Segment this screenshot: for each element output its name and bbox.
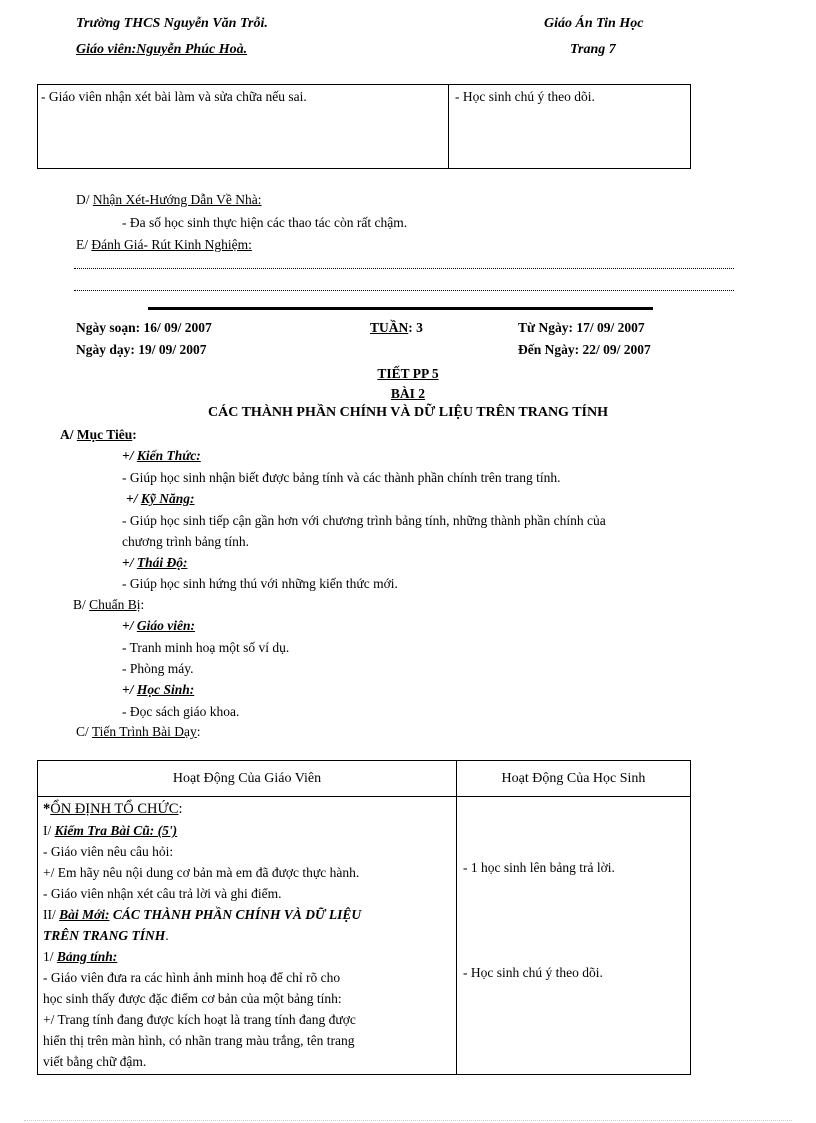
bt-title: Bảng tính: — [56, 949, 118, 964]
tuan-label: TUẦN — [370, 320, 409, 335]
ngay-soan: Ngày soạn: 16/ 09/ 2007 — [76, 320, 212, 335]
bm-text-1: CÁC THÀNH PHẦN CHÍNH VÀ DỮ LIỆU — [109, 907, 362, 922]
page-number: Trang 7 — [570, 42, 616, 57]
kien-thuc-heading — [122, 448, 201, 464]
on-dinh-star: * — [43, 801, 51, 817]
teacher-line-7: hiển thị trên màn hình, có nhãn trang màu trắng, tên trang — [43, 1033, 355, 1048]
section-e-heading — [76, 237, 252, 253]
teacher-line-2: +/ Em hãy nêu nội dung cơ bản mà em đã được thực hành. — [43, 865, 360, 880]
main-activity-table — [37, 760, 691, 1075]
hoc-sinh-heading — [122, 682, 194, 698]
section-a-heading — [60, 427, 137, 443]
td-prefix: +/ — [122, 555, 137, 570]
td-title: Thái Độ: — [136, 555, 188, 570]
bai-moi-line-1 — [43, 904, 456, 925]
section-c-heading — [76, 724, 201, 740]
header-teacher-cell — [38, 761, 457, 797]
top-student-cell — [449, 85, 691, 169]
tuan — [370, 320, 423, 336]
student-line-2: - Học sinh chú ý theo dõi. — [463, 965, 603, 980]
teacher-line-4: - Giáo viên đưa ra các hình ảnh minh hoạ để chỉ rõ cho — [43, 970, 341, 985]
kien-thuc-line: - Giúp học sinh nhận biết được bảng tính và các thành phần chính trên trang tính. — [122, 470, 561, 485]
ky-nang-heading — [126, 491, 194, 507]
section-e-prefix: E/ — [76, 237, 92, 252]
header-teacher-text: Hoạt Động Của Giáo Viên — [172, 770, 322, 786]
teacher-line-1: - Giáo viên nêu câu hỏi: — [43, 844, 174, 859]
footer-rule — [24, 1120, 792, 1121]
top-student-text: - Học sinh chú ý theo dõi. — [455, 89, 595, 104]
kt-title: Kiến Thức: — [136, 448, 201, 463]
student-activity-cell — [457, 797, 691, 1075]
top-activity-table — [37, 84, 691, 169]
gv-prefix: +/ — [122, 618, 137, 633]
ky-nang-line-2: chương trình bảng tính. — [122, 534, 249, 549]
teacher-line-6: +/ Trang tính đang được kích hoạt là trang tính đang được — [43, 1012, 356, 1027]
kn-prefix: +/ — [126, 491, 141, 506]
teacher-line-5: học sinh thấy được đặc điểm cơ bản của một bảng tính: — [43, 991, 342, 1006]
hs-title: Học Sinh: — [136, 682, 195, 697]
section-a-colon: : — [132, 427, 137, 442]
section-b-prefix: B/ — [73, 597, 90, 612]
student-line-1: - 1 học sinh lên bảng trả lời. — [463, 860, 615, 875]
bm-text-2: TRÊN TRANG TÍNH — [43, 928, 166, 943]
on-dinh-text: ỔN ĐỊNH TỔ CHỨC — [50, 801, 179, 817]
teacher-line-3: - Giáo viên nhận xét câu trả lời và ghi điểm. — [43, 886, 282, 901]
section-c-prefix: C/ — [76, 724, 92, 739]
ktbc-title: Kiểm Tra Bài Cũ: (5') — [54, 823, 178, 838]
ngay-day: Ngày dạy: 19/ 09/ 2007 — [76, 342, 207, 357]
bt-prefix: 1/ — [43, 949, 57, 964]
dotted-line-2 — [74, 290, 734, 291]
ky-nang-line-1: - Giúp học sinh tiếp cận gần hơn với chương trình bảng tính, những thành phần chính của — [122, 513, 606, 528]
kn-title: Kỹ Năng: — [140, 491, 195, 506]
subject-title: Giáo Án Tin Học — [544, 16, 644, 31]
den-ngay: Đến Ngày: 22/ 09/ 2007 — [518, 342, 651, 357]
section-a-prefix: A/ — [60, 427, 77, 442]
teacher-line-8: viết bằng chữ đậm. — [43, 1054, 147, 1069]
bai-moi-line-2 — [43, 925, 456, 946]
hs-prefix: +/ — [122, 682, 137, 697]
tuan-number: : 3 — [408, 320, 423, 335]
tiet-title: TIẾT PP 5 — [377, 366, 439, 381]
lesson-title: CÁC THÀNH PHẦN CHÍNH VÀ DỮ LIỆU TRÊN TRANG TÍNH — [208, 405, 608, 420]
ktbc-line — [43, 820, 456, 841]
section-c-colon: : — [196, 724, 201, 739]
section-b-colon: : — [140, 597, 145, 612]
gv-title: Giáo viên: — [136, 618, 195, 633]
dotted-line-1 — [74, 268, 734, 269]
bang-tinh-line — [43, 946, 456, 967]
section-d-prefix: D/ — [76, 192, 93, 207]
bm-title: Bài Mới: — [59, 907, 110, 922]
section-b-title: Chuẩn Bị — [89, 597, 141, 612]
section-c-title: Tiến Trình Bài Dạy — [91, 724, 197, 739]
header-student-text: Hoạt Động Của Học Sinh — [501, 770, 646, 786]
section-b-heading — [73, 597, 144, 613]
top-teacher-cell — [38, 85, 449, 169]
thai-do-heading — [122, 555, 187, 571]
header-student-cell — [457, 761, 691, 797]
top-teacher-text: - Giáo viên nhận xét bài làm và sửa chữa nếu sai. — [41, 89, 307, 104]
section-d-heading — [76, 192, 262, 208]
teacher-activity-cell — [38, 797, 457, 1075]
section-d-title: Nhận Xét-Hướng Dẫn Về Nhà: — [92, 192, 262, 207]
school-name: Trường THCS Nguyễn Văn Trỗi. — [76, 16, 268, 31]
section-d-line: - Đa số học sinh thực hiện các thao tác còn rất chậm. — [122, 215, 408, 230]
on-dinh-line — [43, 799, 456, 820]
teacher-name: Giáo viên:Nguyễn Phúc Hoà. — [76, 42, 248, 57]
bm-dot: . — [165, 928, 169, 943]
tu-ngay: Từ Ngày: 17/ 09/ 2007 — [518, 320, 645, 335]
bai-title: BÀI 2 — [390, 386, 426, 401]
section-a-title: Mục Tiêu — [76, 427, 133, 442]
on-dinh-colon: : — [178, 801, 183, 817]
kt-prefix: +/ — [122, 448, 137, 463]
thai-do-line: - Giúp học sinh hứng thú với những kiến thức mới. — [122, 576, 398, 591]
giao-vien-line-2: - Phòng máy. — [122, 661, 194, 676]
giao-vien-line-1: - Tranh minh hoạ một số ví dụ. — [122, 640, 290, 655]
ktbc-prefix: I/ — [43, 823, 55, 838]
giao-vien-heading — [122, 618, 195, 634]
hoc-sinh-line-1: - Đọc sách giáo khoa. — [122, 704, 240, 719]
section-e-title: Đánh Giá- Rút Kinh Nghiệm: — [91, 237, 252, 252]
bm-prefix: II/ — [43, 907, 60, 922]
separator-rule — [148, 307, 653, 310]
